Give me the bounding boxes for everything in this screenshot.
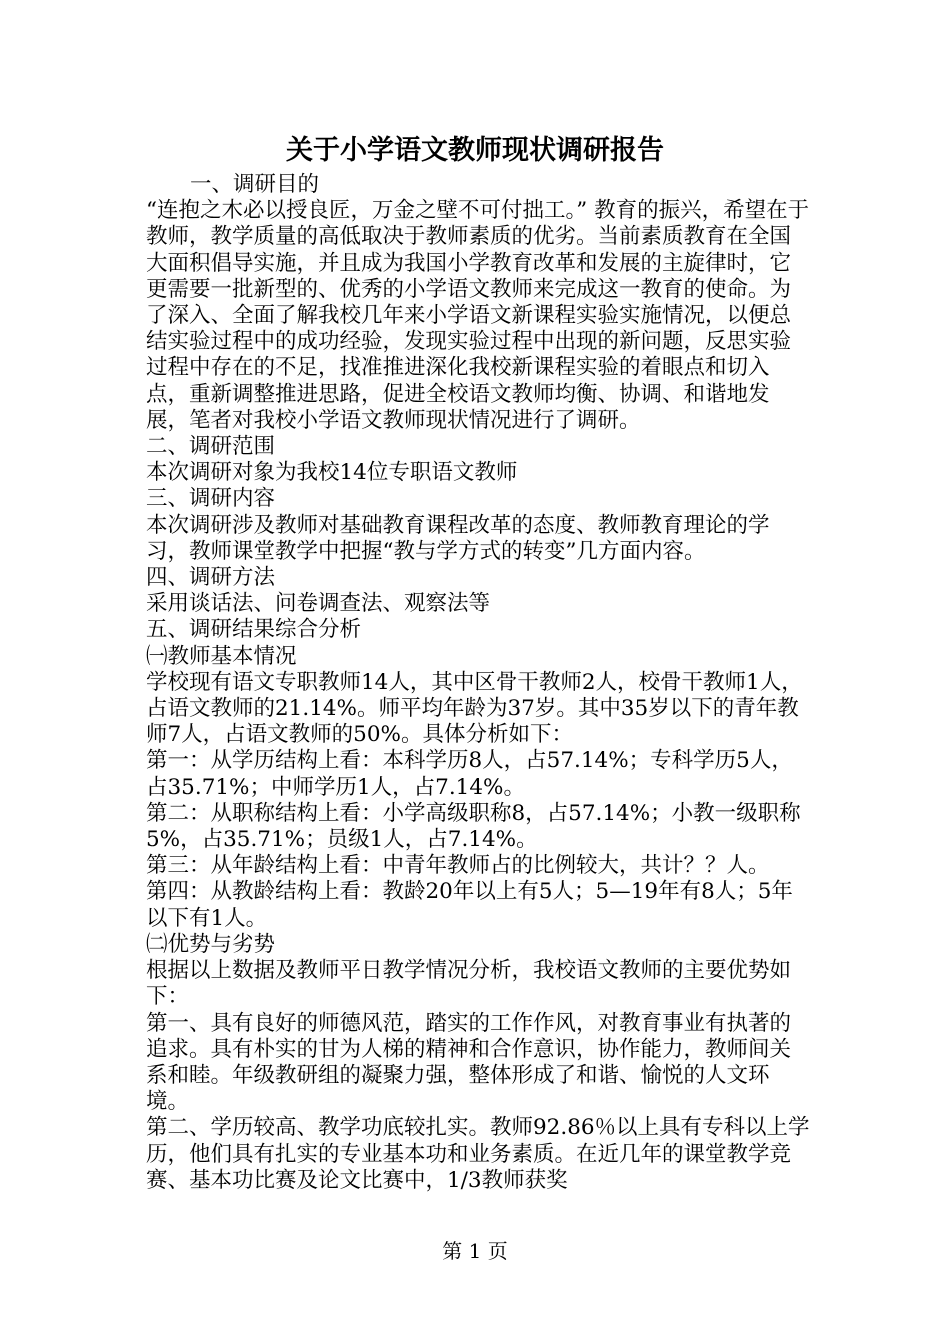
paragraph-title-structure: 第二：从职称结构上看：小学高级职称8，占57.14%；小教一级职称5%，占35.71%；员级1人，占7.14%。 <box>146 800 801 853</box>
paragraph-education-structure: 第一：从学历结构上看：本科学历8人，占57.14%；专科学历5人，占35.71%；中师学历1人，占7.14%。 <box>146 748 793 800</box>
paragraph-seniority-structure: 第四：从教龄结构上看：教龄20年以上有5人；5—19年有8人；5年以下有1人。 <box>146 879 793 931</box>
paragraph-age-structure: 第三：从年龄结构上看：中青年教师占的比例较大，共计？？人。 <box>146 853 770 879</box>
subsection-heading-basic-info: ㈠教师基本情况 <box>146 643 297 669</box>
document-body <box>146 172 812 1194</box>
paragraph-strength-education: 第二、学历较高、教学功底较扎实。教师92.86％以上具有专科以上学历，他们具有扎实的专业基本功和业务素质。在近几年的课堂教学竞赛、基本功比赛及论文比赛中，1/3教师获奖 <box>146 1115 810 1193</box>
document-title: 关于小学语文教师现状调研报告 <box>286 135 664 166</box>
paragraph-strength-ethics: 第一、具有良好的师德风范，踏实的工作作风，对教育事业有执著的追求。具有朴实的甘为人梯的精神和合作意识，协作能力，教师间关系和睦。年级教研组的凝聚力强，整体形成了和谐、愉悦的人文环境。 <box>146 1010 792 1115</box>
paragraph-scope: 本次调研对象为我校14位专职语文教师 <box>146 460 518 486</box>
section-heading-method: 四、调研方法 <box>146 565 276 591</box>
section-heading-analysis: 五、调研结果综合分析 <box>146 617 362 643</box>
section-heading-purpose: 一、调研目的 <box>190 172 320 197</box>
paragraph-strengths-intro: 根据以上数据及教师平日教学情况分析，我校语文教师的主要优势如下： <box>146 958 792 1010</box>
paragraph-method: 采用谈话法、问卷调查法、观察法等 <box>146 591 491 617</box>
paragraph-basic-info: 学校现有语文专职教师14人，其中区骨干教师2人，校骨干教师1人，占语文教师的21.14%。师平均年龄为37岁。其中35岁以下的青年教师7人，占语文教师的50%。具体分析如下： <box>146 669 803 748</box>
page-number: 第 1 页 <box>442 1239 508 1263</box>
paragraph-content: 本次调研涉及教师对基础教育课程改革的态度、教师教育理论的学习，教师课堂教学中把握“教与学方式的转变”几方面内容。 <box>146 512 770 564</box>
paragraph-purpose: “连抱之木必以授良匠，万金之壁不可付拙工。” 教育的振兴，希望在于教师，教学质量的高低取决于教师素质的优劣。当前素质教育在全国大面积倡导实施，并且成为我国小学教育改革和发展的主旋律时，它更需要一批新型的、优秀的小学语文教师来完成这一教育的使命。为了深入、全面了解我校几年来小学语文新课程实验实施情况，以便总结实验过程中的成功经验，发现实验过程中出现的新问题，反思实验过程中存在的不足，找准推进深化我校新课程实验的着眼点和切入点，重新调整推进思路，促进全校语文教师均衡、协调、和谐地发展，笔者对我校小学语文教师现状情况进行了调研。 <box>146 198 810 433</box>
section-heading-content: 三、调研内容 <box>146 486 276 512</box>
subsection-heading-strengths: ㈡优势与劣势 <box>146 931 276 957</box>
section-heading-scope: 二、调研范围 <box>146 434 276 460</box>
